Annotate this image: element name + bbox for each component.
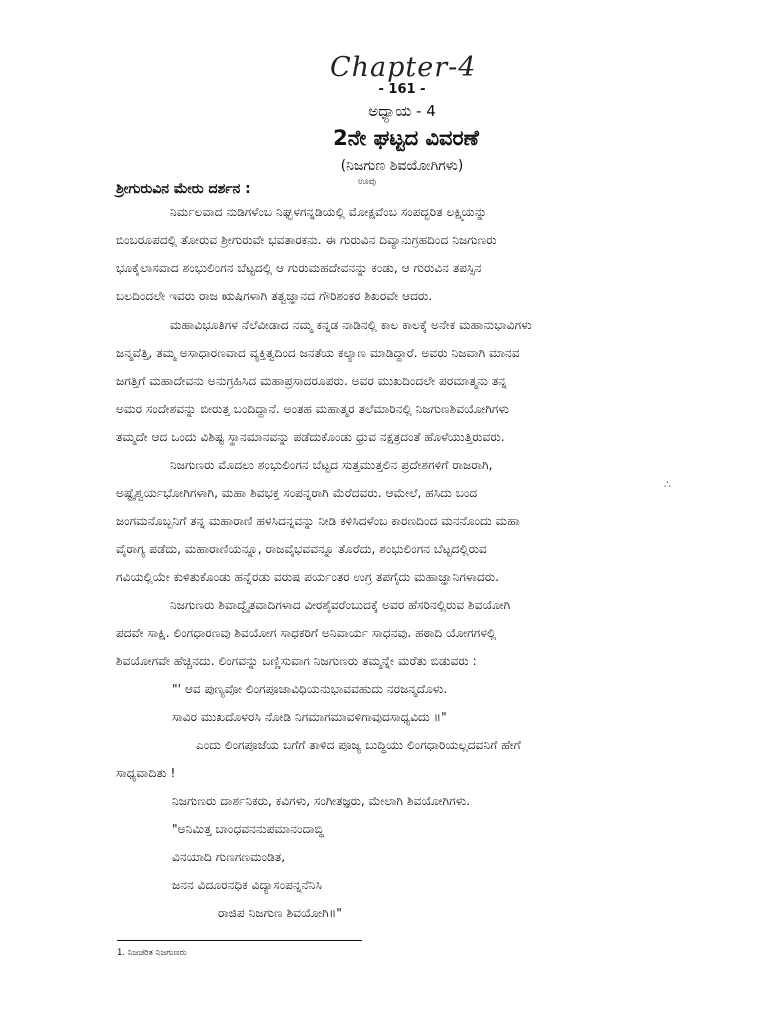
- body-line: ಪದವೇ ಸಾಕ್ಷಿ. ಲಿಂಗಧಾರಣವು ಶಿವಯೋಗ ಸಾಧಕರಿಗೆ ಅನಿವಾರ್ಯ ಸಾಧನವು. ಹಠಾದಿ ಯೋಗಗಳಲ್ಲಿ: [116, 626, 497, 640]
- footnote: 1. ನಿಜಚರಿತ ನಿಜಗುಣರು: [117, 948, 187, 958]
- body-line: ಎಂದು ಲಿಂಗಪೂಜೆಯ ಬಗೆಗೆ ತಾಳಿದ ಪೂಜ್ಯ ಬುದ್ಧಿಯು ಲಿಂಗಧಾರಿಯಲ್ಲದವನಿಗೆ ಹೇಗೆ: [196, 738, 521, 752]
- footnote-rule: [117, 940, 362, 941]
- body-line: ಶಿವಯೋಗವೇ ಹೆಚ್ಚಿನದು. ಲಿಂಗವನ್ನು ಬಣ್ಣಿಸುವಾಗ ನಿಜಗುಣರು ತಮ್ಮನ್ನೇ ಮರೆತು ಬಿಡುವರು :: [116, 654, 477, 668]
- body-line: ಭೂಕೈಲಾಸವಾದ ಶಂಭುಲಿಂಗನ ಬೆಟ್ಟದಲ್ಲಿ ಆ ಗುರುಮಹದೇವನನ್ನು ಕಂಡು, ಆ ಗುರುವಿನ ತಪಸ್ಸಿನ: [116, 261, 482, 275]
- verse-line: ಸಾವಿರ ಮುಖದೊಳರಸಿ ನೋಡಿ ನಿಗಮಾಗಮಾವಳಿಗಾವುದಸಾಧ್ಯವಿದು ॥": [172, 710, 447, 724]
- verse-line: ವಿನಯಾದಿ ಗುಣಗಣಮಂಡಿತ,: [172, 850, 286, 864]
- body-line: ಅಷ್ಟೈಶ್ವರ್ಯಭೋಗಿಗಳಾಗಿ, ಮಹಾ ಶಿವಭಕ್ತ ಸಂಪನ್ನರಾಗಿ ಮೆರೆದವರು. ಆಮೇಲೆ, ಹಸಿದು ಬಂದ: [116, 486, 478, 500]
- handwritten-chapter-note: Chapter-4: [330, 52, 477, 83]
- body-line: ಜಂಗಮನೊಬ್ಬನಿಗೆ ತನ್ನ ಮಹಾರಾಣಿ ಹಳಸಿದನ್ನವನ್ನು ನೀಡಿ ಕಳಿಸಿದಳೆಂಬ ಕಾರಣದಿಂದ ಮನನೊಂದು ಮಹಾ: [116, 514, 520, 528]
- body-line: ಸಾಧ್ಯವಾದಿತು !: [116, 766, 176, 780]
- margin-mark: ∴: [664, 478, 671, 491]
- body-line: ಬಿಂಬರೂಪದಲ್ಲಿ ತೋರುವ ಶ್ರೀಗುರುವೇ ಭವತಾರಕನು. ಈ ಗುರುವಿನ ದಿವ್ಯಾನುಗ್ರಹದಿಂದ ನಿಜಗುಣರು: [116, 233, 497, 247]
- body-line: ಜನ್ಮವೆತ್ತಿ, ತಮ್ಮ ಅಸಾಧಾರಣವಾದ ವ್ಯಕ್ತಿತ್ವದಿಂದ ಜನತೆಯ ಕಲ್ಯಾಣ ಮಾಡಿದ್ದಾರೆ. ಅವರು ನಿಜವಾಗಿ ಮಾನವ: [116, 346, 520, 360]
- chapter-title: 2ನೇ ಘಟ್ಟದ ವಿವರಣೆ: [333, 126, 479, 150]
- superscript-note: ಊವು: [358, 177, 376, 187]
- body-line: ನಿಜಗುಣರು ದಾರ್ಶನಿಕರು, ಕವಿಗಳು, ಸಂಗೀತಜ್ಞರು, ಮೇಲಾಗಿ ಶಿವಯೋಗಿಗಳು.: [172, 794, 471, 808]
- verse-line: "' ಆವ ಪುಣ್ಯವೋ ಲಿಂಗಪೂಜಾವಿಧಿಯನುಭಾವವಹುದು ನರಜನ್ಮದೊಳು.: [172, 682, 448, 696]
- body-line: ಬಲದಿಂದಲೇ ಇವರು ರಾಜ ಋಷಿಗಳಾಗಿ ತತ್ವಜ್ಞಾನದ ಗೌರಿಶಂಕರ ಶಿಖರವೇ ಆದರು.: [116, 289, 433, 303]
- body-line: ನಿಜಗುಣರು ಶಿವಾದ್ವೈತವಾದಿಗಳಾದ ವೀರಶೈವರೆಂಬುದಕ್ಕೆ ಅವರ ಹೆಸರಿನಲ್ಲಿರುವ ಶಿವಯೋಗಿ: [170, 598, 511, 612]
- body-line: ವೈರಾಗ್ಯ ಪಡೆದು, ಮಹಾರಾಣಿಯನ್ನೂ, ರಾಜವೈಭವವನ್ನೂ ತೊರೆದು, ಶಂಭುಲಿಂಗನ ಬೆಟ್ಟದಲ್ಲಿರುವ: [116, 542, 487, 556]
- verse-line: ರಾಜಿಪ ನಿಜಗುಣ ಶಿವಯೋಗಿ॥": [218, 906, 342, 920]
- body-line: ತಮ್ಮದೇ ಆದ ಒಂದು ವಿಶಿಷ್ಟ ಸ್ಥಾನಮಾನವನ್ನು ಪಡೆದುಕೊಂಡು ಧ್ರುವ ನಕ್ಷತ್ರದಂತೆ ಹೊಳೆಯುತ್ತಿರುವರು.: [116, 430, 505, 444]
- chapter-subtitle: (ನಿಜಗುಣ ಶಿವಯೋಗಿಗಳು): [340, 158, 464, 174]
- body-line: ನಿಜಗುಣರು ಮೊದಲು ಶಂಭುಲಿಂಗನ ಬೆಟ್ಟದ ಸುತ್ತಮುತ್ತಲಿನ ಪ್ರದೇಶಗಳಿಗೆ ರಾಜರಾಗಿ,: [170, 458, 493, 472]
- body-line: ನಿರ್ಮಲವಾದ ನುಡಿಗಳೆಂಬ ನಿಘ್ಭಳಗನ್ನಡಿಯಲ್ಲಿ ಮೋಕ್ಷವೆಂಬ ಸಂಪದ್ಭರಿತ ಲಕ್ಷ್ಮಿಯನ್ನು: [170, 205, 487, 219]
- body-line: ಜಗತ್ತಿಗೆ ಮಹಾದೇವನು ಅನುಗ್ರಹಿಸಿದ ಮಹಾಪ್ರಸಾದರೂಪರು. ಅವರ ಮುಖದಿಂದಲೇ ಪರಮಾತ್ಮನು ತನ್ನ: [116, 374, 507, 388]
- chapter-label: ಅಧ್ಯಾಯ - 4: [368, 102, 436, 120]
- section-heading: ಶ್ರೀಗುರುವಿನ ಮೇರು ದರ್ಶನ :: [116, 181, 251, 197]
- body-line: ಗವಿಯಲ್ಲಿಯೇ ಕುಳಿತುಕೊಂಡು ಹನ್ನೆರಡು ವರುಷ ಪರ್ಯಂತರ ಉಗ್ರ ತಪಗೈದು ಮಹಾಜ್ಞಾನಿಗಳಾದರು.: [116, 570, 500, 584]
- page-number: - 161 -: [378, 82, 426, 97]
- body-line: ಮಹಾವಿಭೂತಿಗಳ ನೆಲೆವೀಡಾದ ನಮ್ಮ ಕನ್ನಡ ನಾಡಿನಲ್ಲಿ ಕಾಲ ಕಾಲಕ್ಕೆ ಅನೇಕ ಮಹಾನುಭಾವಿಗಳು: [170, 318, 532, 332]
- verse-line: "ಅನಿಮಿತ್ತ ಬಾಂಧವನನುಪಮಾನಂದಾಬ್ಧಿ: [172, 822, 324, 836]
- body-line: ಅಮರ ಸಂದೇಶವನ್ನು ಬೀರುತ್ತ ಬಂದಿದ್ದಾನೆ. ಅಂತಹ ಮಹಾತ್ಮರ ತಲೆಮಾರಿನಲ್ಲಿ ನಿಜಗುಣಶಿವಯೋಗಿಗಳು: [116, 402, 509, 416]
- verse-line: ಜನನ ವಿದೂರನಧಿಕ ವಿದ್ಯಾಸಂಪನ್ನನೆನಿಸಿ: [172, 878, 322, 892]
